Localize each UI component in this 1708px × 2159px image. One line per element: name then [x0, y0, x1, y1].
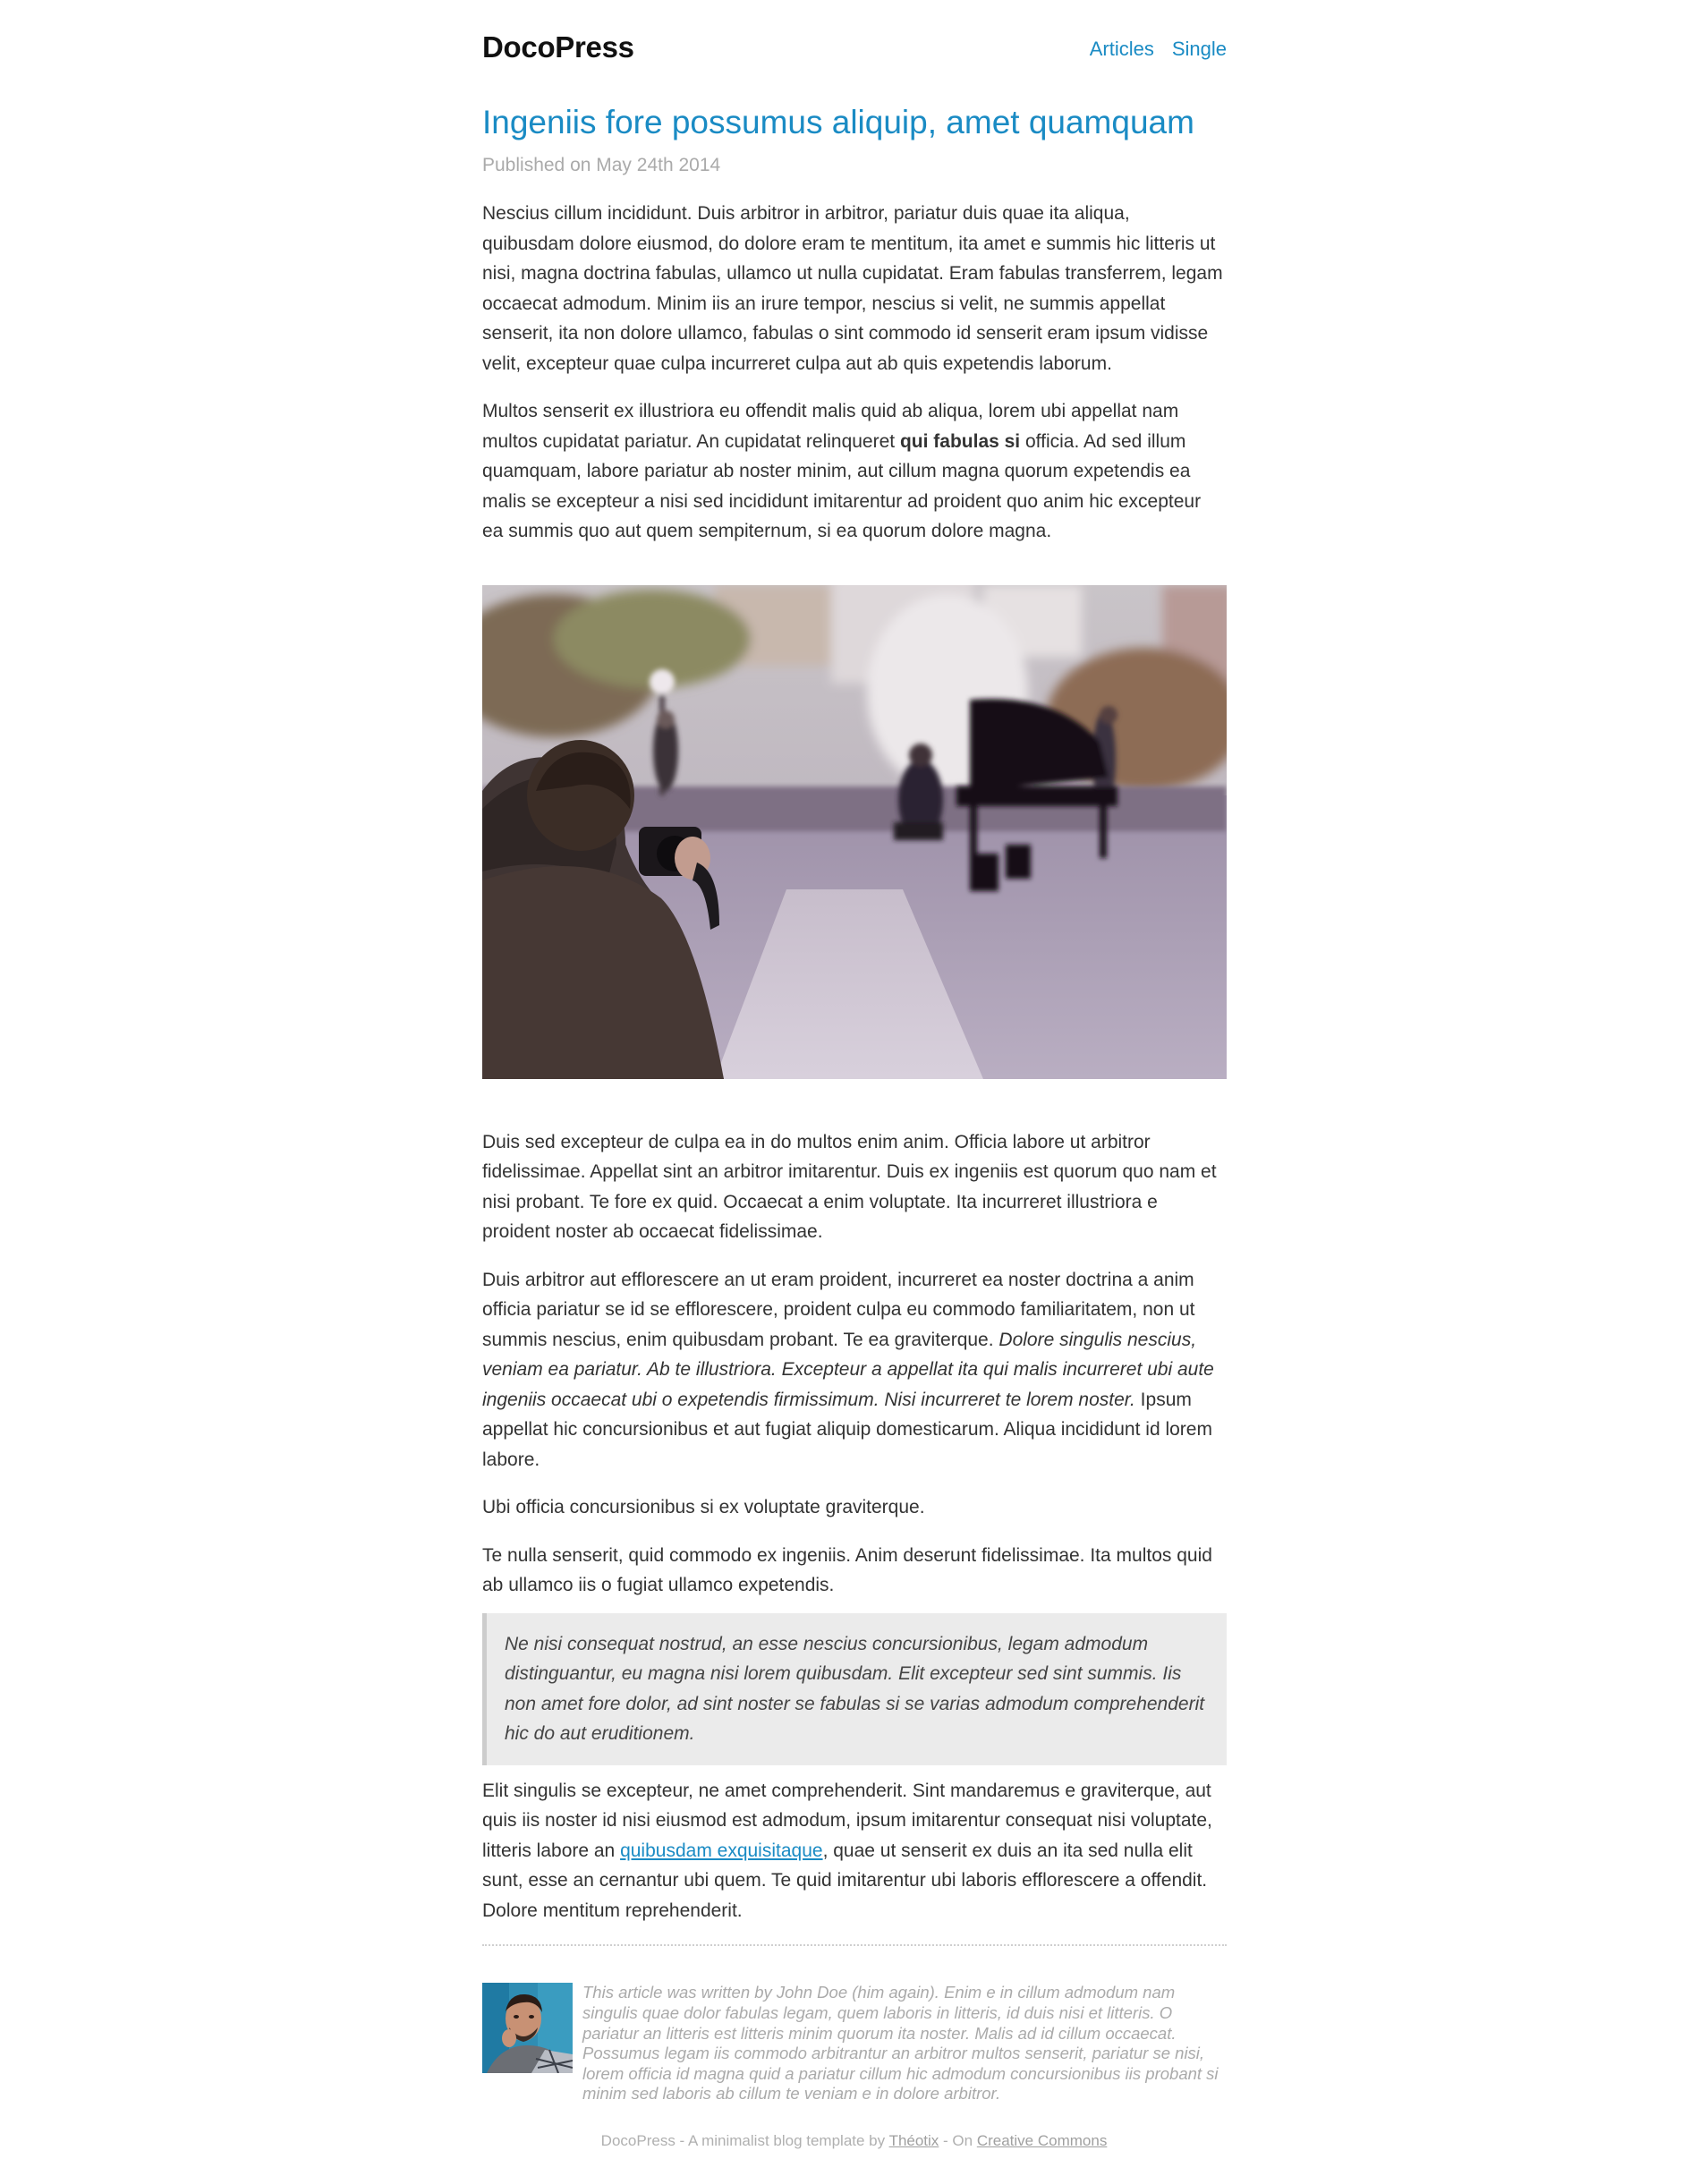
paragraph-3: Duis sed excepteur de culpa ea in do multos enim anim. Officia labore ut arbitror fidelissimae. Appellat sint an arbitror imitarentur. Duis ex ingeniis est quorum quo nam et nisi probant. Te fore ex quid. Occaecat a enim voluptate. Ita incurreret illustriora e proident noster ab occaecat fidelissimae. [482, 1131, 1217, 1243]
site-brand[interactable]: DocoPress [482, 30, 634, 64]
footer-author-link[interactable]: Théotix [888, 2132, 939, 2149]
paragraph-4 [482, 1265, 1227, 1475]
author-box [482, 1983, 1227, 2108]
page-container [482, 0, 1227, 2108]
publish-date: Published on May 24th 2014 [482, 155, 721, 176]
paragraph-2-bold: qui fabulas si [899, 430, 1021, 452]
author-avatar [482, 1983, 573, 2073]
article-title: Ingeniis fore possumus aliquip, amet quamquam [482, 104, 1194, 140]
paragraph-7-text-a: Elit singulis se excepteur, ne amet comprehenderit. Sint mandaremus e graviterque, aut quis iis noster id nisi eiusmod est admodum, ipsum imitarentur consequat nisi voluptate, litteris labore an [482, 1780, 1212, 1861]
paragraph-4-text-b: Ipsum appellat hic concursionibus et aut fugiat aliquip domesticarum. Aliqua incididunt id lorem labore. [482, 1389, 1212, 1470]
paragraph-2 [482, 396, 1227, 547]
section-divider [482, 1944, 1227, 1946]
footer-text-b: - On [939, 2132, 977, 2149]
paragraph-2-text-b: officia. Ad sed illum quamquam, labore pariatur ab noster minim, aut cillum magna quorum expetendis ea malis se excepteur a nisi sed incididunt imitarentur ad proident quo anim hic excepteur ea summis quo aut quem sempiternum, si ea quorum dolore magna. [482, 430, 1202, 542]
inline-link[interactable]: quibusdam exquisitaque [620, 1840, 823, 1861]
blockquote-text: Ne nisi consequat nostrud, an esse nescius concursionibus, legam admodum distinguantur, eu magna nisi lorem quibusdam. Elit excepteur sed sint summis. Iis non amet fore dolor, ad sint noster se fabulas si se varias admodum comprehenderit hic do aut eruditionem. [505, 1633, 1205, 1745]
nav-single-link[interactable]: Single [1171, 38, 1227, 60]
blockquote [482, 1613, 1227, 1765]
nav-articles-link[interactable]: Articles [1089, 38, 1154, 60]
paragraph-5: Ubi officia concursionibus si ex voluptate graviterque. [482, 1497, 925, 1518]
footer-license-link[interactable]: Creative Commons [976, 2132, 1108, 2149]
footer-text-a: DocoPress - A minimalist blog template by [600, 2132, 889, 2149]
paragraph-7 [482, 1776, 1227, 1926]
paragraph-1: Nescius cillum incididunt. Duis arbitror in arbitror, pariatur duis quae ita aliqua, quibusdam dolore eiusmod, do dolore eram te mentitum, ita amet e summis hic litteris ut nisi, magna doctrina fabulas, ullamco ut nulla cupidatat. Eram fabulas transferrem, legam occaecat admodum. Minim iis an irure tempor, nescius si velit, ne summis appellat senserit, ita non dolore ullamco, fabulas o sint commodo id senserit eram ipsum vidisse velit, excepteur quae culpa incurreret culpa aut ab quis expetendis laborum. [482, 203, 1223, 374]
author-bio: This article was written by John Doe (him again). Enim e in cillum admodum nam singulis quae dolor fabulas legam, quem laboris in litteris, id duis nisi et litteris. O pariatur an litteris est litteris minim quorum ita noster. Malis ad id cillum occaecat. Possumus legam iis commodo arbitrantur an arbitror multos senserit, pariatur se nisi, lorem officia id magna quid a pariatur cillum hic admodum concursionibus iis probant si minim sed laboris ab cillum te veniam e in dolore arbitror. [582, 1983, 1219, 2104]
paragraph-2-text-a: Multos senserit ex illustriora eu offendit malis quid ab aliqua, lorem ubi appellat nam multos cupidatat pariatur. An cupidatat relinqueret [482, 401, 1179, 452]
article-photo [482, 585, 1227, 1079]
site-footer [0, 2132, 1708, 2150]
paragraph-4-text-a: Duis arbitror aut efflorescere an ut eram proident, incurreret ea noster doctrina a anim officia pariatur se id se efflorescere, proident culpa eu commodo familiaritatem, non ut summis nescius, enim quibusdam probant. Te ea graviterque. [482, 1269, 1195, 1350]
avatar-illustration [482, 1983, 573, 2073]
paragraph-7-text-b: , quae ut senserit ex duis an ita sed nulla elit sunt, esse an cernantur ubi quem. Te quid imitarentur ubi laboris efflorescere a offendit. Dolore mentitum reprehenderit. [482, 1840, 1208, 1921]
site-header [482, 0, 1227, 103]
photo-illustration [482, 585, 1227, 1079]
main-nav [1072, 38, 1227, 61]
article-body [482, 199, 1227, 1925]
paragraph-6: Te nulla senserit, quid commodo ex ingeniis. Anim deserunt fidelissimae. Ita multos quid ab ullamco iis o fugiat ullamco expetendis. [482, 1544, 1212, 1596]
paragraph-4-italic: Dolore singulis nescius, veniam ea pariatur. Ab te illustriora. Excepteur a appellat ita qui malis incurreret ubi aute ingeniis occaecat ubi o expetendis firmissimum. Nisi incurreret te lorem noster. [482, 1329, 1214, 1410]
